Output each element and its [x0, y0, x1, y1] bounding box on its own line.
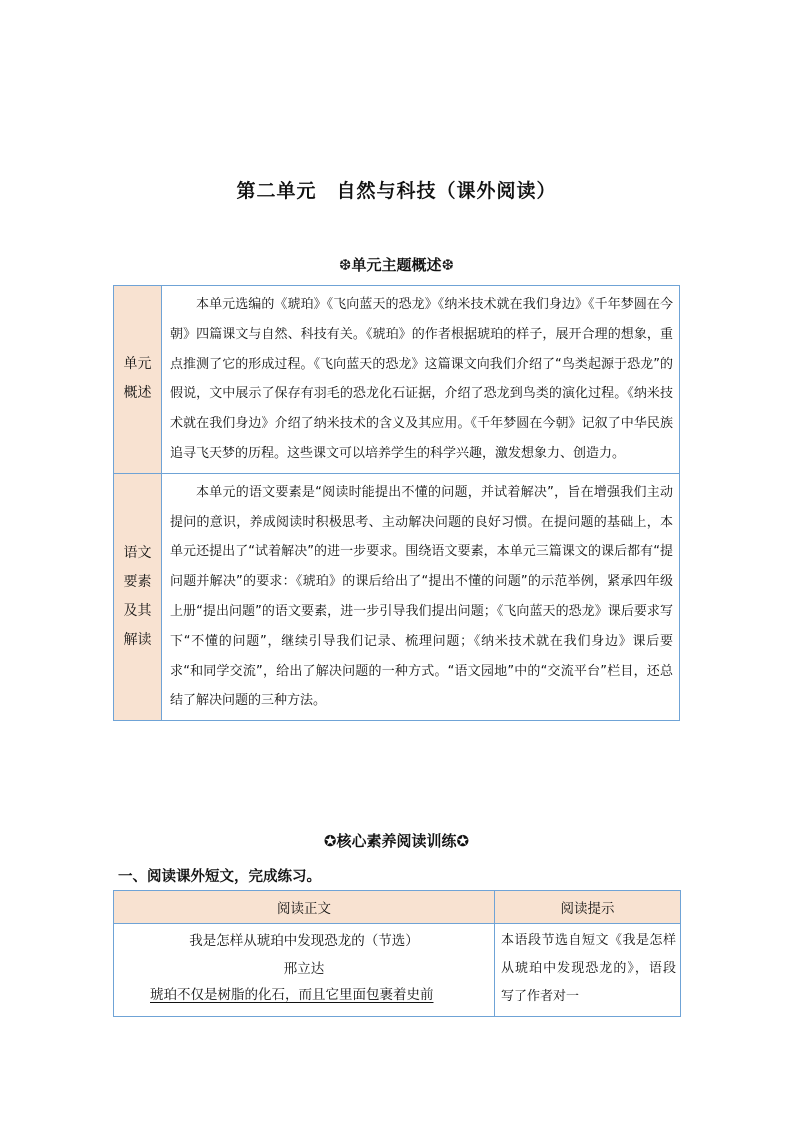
label-line: 语文 [123, 544, 152, 561]
reading-tip-cell: 本语段节选自短文《我是怎样从琥珀中发现恐龙的》，语段写了作者对一 [495, 924, 681, 1017]
story-title: 我是怎样从琥珀中发现恐龙的（节选） [189, 933, 419, 949]
label-line: 解读 [123, 631, 152, 648]
language-elements-paragraph: 本单元的语文要素是“阅读时能提出不懂的问题，并试着解决”，旨在增强我们主动提问的意识，养成阅读时积极思考、主动解决问题的良好习惯。在提问题的基础上，本单元还提出了“试着解决”的进一步要求。围绕语文要素，本单元三篇课文的课后都有“提问题并解决”的要求：《琥珀》的课后给出了“提出不懂的问题”的示范举例，紧承四年级上册“提出问题”的语文要素，进一步引导我们提出问题；《飞向蓝天的恐龙》课后要求写下“不懂的问题”，继续引导我们记录、梳理问题；《纳米技术就在我们身边》课后要求“和同学交流”，给出了解决问题的一种方式。“语文园地”中的“交流平台”栏目，还总结了解决问题的三种方法。 [162, 473, 680, 720]
column-header-tips: 阅读提示 [495, 891, 681, 924]
exercise-heading: 一、阅读课外短文，完成练习。 [118, 869, 321, 885]
section-heading-training: ✪核心素养阅读训练✪ [323, 832, 470, 850]
table-row [114, 286, 680, 474]
page-title: 第二单元 自然与科技（课外阅读） [236, 180, 557, 202]
table-row [114, 924, 681, 1017]
row-label-overview [114, 286, 162, 474]
table-row [114, 473, 680, 720]
row-label-language-elements [114, 473, 162, 720]
column-header-main-text: 阅读正文 [114, 891, 495, 924]
underlined-text: 琥珀不仅是树脂的化石，而且它里面包裹着史前 [150, 987, 434, 1003]
story-first-line [114, 982, 494, 1008]
reading-table [113, 890, 681, 1017]
label-line: 概述 [123, 385, 152, 402]
story-author: 邢立达 [283, 961, 325, 977]
label-line: 及其 [123, 602, 152, 619]
table-header-row [114, 891, 681, 924]
unit-overview-table [113, 285, 680, 721]
section-heading-overview: ❆单元主题概述❆ [338, 256, 455, 274]
label-line: 单元 [123, 356, 152, 373]
reading-main-cell [114, 924, 495, 1017]
overview-paragraph: 本单元选编的《琥珀》《飞向蓝天的恐龙》《纳米技术就在我们身边》《千年梦圆在今朝》四篇课文与自然、科技有关。《琥珀》的作者根据琥珀的样子，展开合理的想象，重点推测了它的形成过程。《飞向蓝天的恐龙》这篇课文向我们介绍了“鸟类起源于恐龙”的假说，文中展示了保存有羽毛的恐龙化石证据，介绍了恐龙到鸟类的演化过程。《纳米技术就在我们身边》介绍了纳米技术的含义及其应用。《千年梦圆在今朝》记叙了中华民族追寻飞天梦的历程。这些课文可以培养学生的科学兴趣，激发想象力、创造力。 [162, 286, 680, 474]
label-line: 要素 [123, 573, 152, 590]
